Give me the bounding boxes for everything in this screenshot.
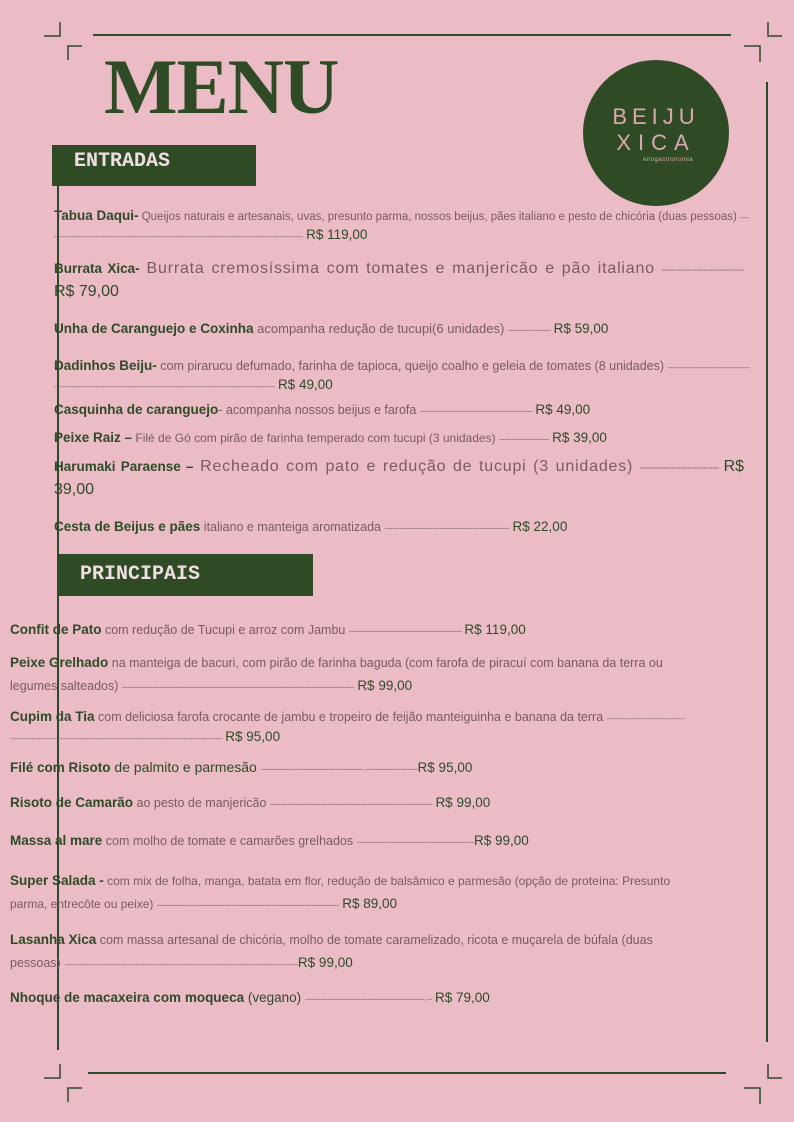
section-header-principais: PRINCIPAIS (58, 554, 313, 596)
item-leader: ----------------- (507, 325, 551, 335)
item-description: com redução de Tucupi e arroz com Jambu (101, 623, 349, 637)
item-name: Harumaki Paraense – (54, 459, 194, 474)
item-price: R$ 95,00 (417, 760, 473, 775)
item-price: R$ 22,00 (512, 519, 568, 534)
menu-item (54, 258, 744, 304)
item-leader: -------------------------------------------------- (384, 523, 510, 533)
item-name: Burrata Xica- (54, 261, 140, 276)
item-leader: -------------------------- (661, 264, 744, 276)
item-price: R$ 39,00 (54, 458, 745, 498)
item-price: R$ 95,00 (225, 729, 281, 744)
item-price: R$ 99,00 (473, 833, 529, 848)
item-description: Burrata cremosíssima com tomates e manjericão e pão italiano (139, 260, 662, 277)
corner-ornament-bottom-left (44, 1064, 84, 1104)
menu-item (10, 621, 750, 640)
item-leader: ------------------------- (639, 462, 719, 474)
item-name: Tabua Daqui- (54, 208, 139, 223)
item-name: Nhoque de macaxeira com moqueca (10, 990, 245, 1005)
right-rule (766, 82, 768, 1042)
item-name: Unha de Caranguejo e Coxinha (54, 321, 254, 336)
item-price: R$ 79,00 (54, 283, 119, 300)
logo-line-2: XICA (616, 130, 696, 155)
item-leader: --------------------------------------------- (419, 406, 533, 416)
item-name: Confit de Pato (10, 622, 102, 637)
item-leader: --------------------------------------------------------------------------------------------- (121, 682, 355, 692)
corner-ornament-bottom-right (744, 1064, 784, 1104)
item-leader: -----------------------------------------.--------------------- (260, 764, 418, 774)
menu-item (10, 929, 690, 976)
item-name: Lasanha Xica (10, 932, 97, 947)
item-name: Peixe Grelhado (10, 655, 109, 670)
corner-ornament-top-right (744, 22, 784, 62)
item-description: com mix de folha, manga, batata em flor, redução de balsâmico e parmesão (opção de proteína: Presunto parma, entrecôte ou peixe) (10, 874, 671, 911)
item-description: Filé de Gó com pirão de farinha temperado com tucupi (3 unidades) (132, 431, 499, 445)
menu-item (54, 518, 754, 537)
menu-item (10, 832, 750, 851)
menu-item (54, 456, 744, 502)
logo-tagline: enogastronomia (643, 157, 694, 163)
item-leader: -------------------------------------------------------------------------------------------------------------------------------------------- (54, 363, 750, 391)
item-leader: ----------------------------------------------------------------------------------------------------------------------- (54, 213, 749, 241)
corner-ornament-top-left (44, 22, 84, 62)
item-price: R$ 49,00 (277, 377, 333, 392)
item-leader: -------------------------------------------------------------------------------------------------------------------------------------- (10, 714, 685, 743)
menu-item (10, 870, 685, 916)
item-name: Filé com Risoto (10, 760, 111, 775)
item-description: ao pesto de manjericão (133, 796, 270, 810)
menu-item (10, 759, 750, 778)
item-leader: ----------------------------------------------------------------- (269, 799, 433, 809)
menu-item (10, 794, 750, 813)
item-name: Dadinhos Beiju- (54, 358, 157, 373)
item-name: Casquinha de caranguejo (54, 402, 219, 417)
brand-logo (583, 60, 729, 206)
item-description: acompanha redução de tucupi(6 unidades) (253, 321, 508, 336)
item-description: com pirarucu defumado, farinha de tapioca, queijo coalho e geleia de tomates (8 unidades) (156, 359, 668, 373)
item-description: com massa artesanal de chicória, molho de tomate caramelizado, ricota e muçarela de búfala (duas pessoas) (10, 933, 653, 970)
item-description: Queijos naturais e artesanais, uvas, presunto parma, nossos beijus, pães italiano e pesto de chicória (duas pessoas) (138, 211, 741, 223)
item-name: Risoto de Camarão (10, 795, 134, 810)
item-leader: ------------------------------------------------------------------------------------------------------------ (64, 960, 298, 969)
item-leader: --------------------------------------------- (348, 626, 462, 636)
menu-item (54, 429, 754, 448)
item-description: com molho de tomate e camarões grelhados (102, 834, 357, 848)
top-rule (93, 34, 731, 36)
menu-item (54, 320, 754, 339)
item-name: Cupim da Tia (10, 709, 95, 724)
section-header-entradas: ENTRADAS (52, 145, 256, 186)
item-price: R$ 99,00 (435, 795, 491, 810)
item-price: R$ 39,00 (552, 430, 607, 445)
item-description: de palmito e parmesão (110, 759, 261, 775)
item-description: Recheado com pato e redução de tucupi (3 unidades) (193, 458, 640, 475)
menu-item (54, 357, 750, 395)
item-description: - acompanha nossos beijus e farofa (218, 403, 420, 417)
item-name: Cesta de Beijus e pães (54, 519, 201, 534)
menu-item (54, 207, 750, 245)
item-leader: -------------------- (498, 434, 549, 444)
menu-item (54, 401, 754, 420)
item-leader: ------------------------------------------------.-- (304, 994, 432, 1004)
item-price: R$ 99,00 (297, 955, 353, 970)
logo-line-1: BEIJU (612, 104, 700, 129)
item-description: italiano e manteiga aromatizada (200, 520, 385, 534)
item-leader: ----------------------------------------------- (356, 837, 474, 847)
item-name: Peixe Raiz – (54, 430, 133, 445)
page-title: MENU (104, 43, 339, 130)
bottom-rule (88, 1072, 726, 1074)
item-description: com deliciosa farofa crocante de jambu e tropeiro de feijão manteiguinha e banana da terra (94, 710, 607, 724)
item-name: Massa al mare (10, 833, 103, 848)
item-price: R$ 119,00 (464, 622, 526, 637)
menu-item (10, 652, 690, 698)
item-name: Super Salada - (10, 873, 104, 888)
item-price: R$ 89,00 (342, 896, 398, 911)
item-description: (vegano) (244, 990, 305, 1005)
item-price: R$ 59,00 (553, 321, 609, 336)
menu-item (10, 708, 685, 748)
item-price: R$ 119,00 (306, 227, 368, 242)
item-price: R$ 79,00 (434, 990, 490, 1005)
item-price: R$ 99,00 (357, 678, 413, 693)
item-description: na manteiga de bacuri, com pirão de farinha baguda (com farofa de piracuí com banana da terra ou legumes salteados) (10, 656, 663, 693)
menu-item (10, 989, 750, 1008)
item-price: R$ 49,00 (535, 402, 591, 417)
item-leader: ------------------------------------------------------------------------- (156, 900, 340, 910)
